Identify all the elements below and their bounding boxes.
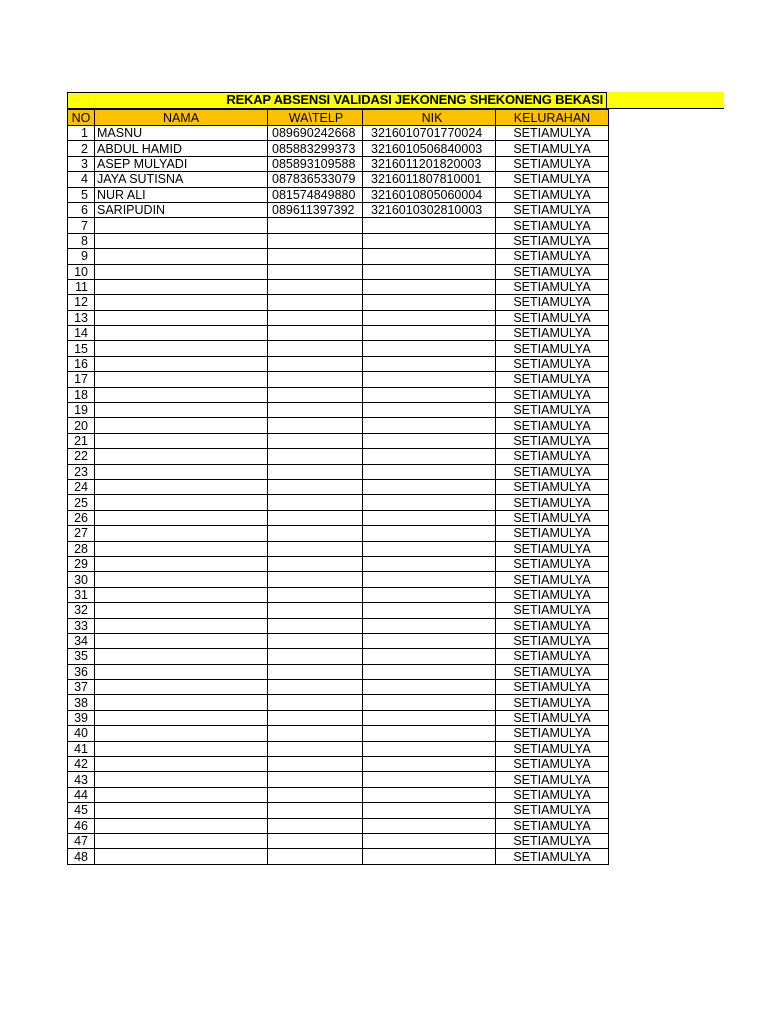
cell-kelurahan: SETIAMULYA <box>496 603 609 618</box>
header-row <box>68 110 609 126</box>
table-row <box>68 726 609 741</box>
cell-wa-telp: 081574849880 <box>268 187 363 202</box>
table-row <box>68 510 609 525</box>
cell-nama <box>95 572 268 587</box>
cell-nama <box>95 449 268 464</box>
cell-no: 4 <box>68 172 95 187</box>
cell-wa-telp: 085883299373 <box>268 141 363 156</box>
cell-kelurahan: SETIAMULYA <box>496 249 609 264</box>
cell-kelurahan: SETIAMULYA <box>496 202 609 217</box>
header-nik: NIK <box>363 110 496 126</box>
cell-wa-telp: 089690242668 <box>268 126 363 141</box>
cell-kelurahan: SETIAMULYA <box>496 387 609 402</box>
cell-nama: ABDUL HAMID <box>95 141 268 156</box>
cell-wa-telp <box>268 403 363 418</box>
table-row <box>68 141 609 156</box>
table-row <box>68 326 609 341</box>
cell-nik <box>363 541 496 556</box>
cell-wa-telp <box>268 418 363 433</box>
cell-wa-telp <box>268 772 363 787</box>
cell-nik <box>363 341 496 356</box>
table-row <box>68 803 609 818</box>
cell-kelurahan: SETIAMULYA <box>496 156 609 171</box>
cell-kelurahan: SETIAMULYA <box>496 510 609 525</box>
cell-nik <box>363 403 496 418</box>
cell-kelurahan: SETIAMULYA <box>496 818 609 833</box>
cell-no: 18 <box>68 387 95 402</box>
cell-wa-telp: 087836533079 <box>268 172 363 187</box>
cell-kelurahan: SETIAMULYA <box>496 541 609 556</box>
cell-nama <box>95 726 268 741</box>
table-row <box>68 556 609 571</box>
cell-wa-telp <box>268 587 363 602</box>
cell-nik <box>363 849 496 864</box>
table-row <box>68 218 609 233</box>
cell-kelurahan: SETIAMULYA <box>496 833 609 848</box>
cell-no: 23 <box>68 464 95 479</box>
cell-nama <box>95 587 268 602</box>
cell-no: 37 <box>68 680 95 695</box>
attendance-table <box>67 109 609 865</box>
cell-kelurahan: SETIAMULYA <box>496 772 609 787</box>
cell-no: 34 <box>68 633 95 648</box>
cell-kelurahan: SETIAMULYA <box>496 741 609 756</box>
cell-nik <box>363 310 496 325</box>
cell-wa-telp <box>268 356 363 371</box>
cell-wa-telp <box>268 264 363 279</box>
cell-wa-telp <box>268 326 363 341</box>
cell-kelurahan: SETIAMULYA <box>496 664 609 679</box>
cell-nik <box>363 279 496 294</box>
cell-kelurahan: SETIAMULYA <box>496 418 609 433</box>
cell-no: 20 <box>68 418 95 433</box>
cell-no: 19 <box>68 403 95 418</box>
cell-kelurahan: SETIAMULYA <box>496 649 609 664</box>
cell-no: 1 <box>68 126 95 141</box>
cell-wa-telp <box>268 803 363 818</box>
cell-wa-telp <box>268 633 363 648</box>
cell-wa-telp <box>268 618 363 633</box>
table-row <box>68 772 609 787</box>
table-row <box>68 787 609 802</box>
cell-nik <box>363 356 496 371</box>
cell-wa-telp <box>268 249 363 264</box>
cell-nik: 3216010302810003 <box>363 202 496 217</box>
table-row <box>68 479 609 494</box>
cell-nama <box>95 218 268 233</box>
table-row <box>68 372 609 387</box>
cell-nama <box>95 403 268 418</box>
table-row <box>68 310 609 325</box>
table-row <box>68 633 609 648</box>
cell-wa-telp <box>268 757 363 772</box>
cell-wa-telp <box>268 279 363 294</box>
table-row <box>68 833 609 848</box>
cell-nama <box>95 818 268 833</box>
cell-nama <box>95 680 268 695</box>
cell-nama <box>95 341 268 356</box>
table-row <box>68 664 609 679</box>
cell-kelurahan: SETIAMULYA <box>496 326 609 341</box>
table-row <box>68 618 609 633</box>
table-row <box>68 649 609 664</box>
cell-kelurahan: SETIAMULYA <box>496 618 609 633</box>
table-row <box>68 356 609 371</box>
cell-wa-telp <box>268 464 363 479</box>
cell-wa-telp <box>268 833 363 848</box>
cell-kelurahan: SETIAMULYA <box>496 757 609 772</box>
cell-nik <box>363 695 496 710</box>
cell-nama <box>95 664 268 679</box>
cell-wa-telp <box>268 818 363 833</box>
table-row <box>68 264 609 279</box>
cell-nama <box>95 249 268 264</box>
cell-wa-telp <box>268 556 363 571</box>
table-row <box>68 433 609 448</box>
table-row <box>68 495 609 510</box>
cell-kelurahan: SETIAMULYA <box>496 126 609 141</box>
sheet-title: REKAP ABSENSI VALIDASI JEKONENG SHEKONENG BEKASI <box>226 92 603 107</box>
cell-nik <box>363 526 496 541</box>
table-row <box>68 464 609 479</box>
cell-nik <box>363 264 496 279</box>
cell-nama <box>95 387 268 402</box>
table-row <box>68 587 609 602</box>
cell-nama <box>95 710 268 725</box>
cell-no: 39 <box>68 710 95 725</box>
cell-kelurahan: SETIAMULYA <box>496 572 609 587</box>
cell-kelurahan: SETIAMULYA <box>496 264 609 279</box>
cell-nama <box>95 541 268 556</box>
table-row <box>68 187 609 202</box>
cell-kelurahan: SETIAMULYA <box>496 172 609 187</box>
cell-nama <box>95 433 268 448</box>
cell-kelurahan: SETIAMULYA <box>496 633 609 648</box>
cell-kelurahan: SETIAMULYA <box>496 187 609 202</box>
cell-nik <box>363 633 496 648</box>
cell-nama <box>95 264 268 279</box>
cell-nik <box>363 618 496 633</box>
cell-wa-telp <box>268 479 363 494</box>
table-row <box>68 526 609 541</box>
cell-kelurahan: SETIAMULYA <box>496 433 609 448</box>
table-row <box>68 126 609 141</box>
cell-nik: 3216010805060004 <box>363 187 496 202</box>
cell-kelurahan: SETIAMULYA <box>496 464 609 479</box>
cell-kelurahan: SETIAMULYA <box>496 141 609 156</box>
cell-no: 31 <box>68 587 95 602</box>
cell-nama <box>95 526 268 541</box>
table-row <box>68 741 609 756</box>
cell-no: 2 <box>68 141 95 156</box>
cell-wa-telp <box>268 233 363 248</box>
cell-wa-telp <box>268 603 363 618</box>
cell-nama <box>95 464 268 479</box>
cell-no: 16 <box>68 356 95 371</box>
cell-nik <box>363 726 496 741</box>
cell-no: 32 <box>68 603 95 618</box>
cell-wa-telp <box>268 310 363 325</box>
header-nama: NAMA <box>95 110 268 126</box>
cell-no: 21 <box>68 433 95 448</box>
cell-wa-telp <box>268 449 363 464</box>
cell-nama: JAYA SUTISNA <box>95 172 268 187</box>
cell-nik <box>363 556 496 571</box>
cell-wa-telp <box>268 849 363 864</box>
cell-nama <box>95 495 268 510</box>
cell-kelurahan: SETIAMULYA <box>496 556 609 571</box>
cell-nik <box>363 680 496 695</box>
cell-kelurahan: SETIAMULYA <box>496 495 609 510</box>
cell-nama <box>95 356 268 371</box>
cell-no: 25 <box>68 495 95 510</box>
cell-kelurahan: SETIAMULYA <box>496 849 609 864</box>
table-row <box>68 572 609 587</box>
cell-nik <box>363 833 496 848</box>
cell-no: 30 <box>68 572 95 587</box>
cell-nik <box>363 479 496 494</box>
cell-nik <box>363 449 496 464</box>
table-row <box>68 710 609 725</box>
table-row <box>68 818 609 833</box>
cell-nik <box>363 233 496 248</box>
attendance-sheet <box>67 92 724 865</box>
cell-no: 33 <box>68 618 95 633</box>
cell-nama <box>95 803 268 818</box>
cell-wa-telp <box>268 433 363 448</box>
cell-no: 46 <box>68 818 95 833</box>
table-row <box>68 695 609 710</box>
cell-kelurahan: SETIAMULYA <box>496 726 609 741</box>
cell-no: 6 <box>68 202 95 217</box>
cell-wa-telp <box>268 541 363 556</box>
cell-nik <box>363 772 496 787</box>
cell-nama <box>95 326 268 341</box>
cell-nama <box>95 310 268 325</box>
cell-kelurahan: SETIAMULYA <box>496 449 609 464</box>
header-wa-telp: WA\TELP <box>268 110 363 126</box>
cell-wa-telp <box>268 295 363 310</box>
cell-nama <box>95 757 268 772</box>
cell-kelurahan: SETIAMULYA <box>496 526 609 541</box>
cell-kelurahan: SETIAMULYA <box>496 218 609 233</box>
cell-nama <box>95 510 268 525</box>
cell-nama <box>95 556 268 571</box>
cell-wa-telp <box>268 572 363 587</box>
table-row <box>68 403 609 418</box>
cell-no: 5 <box>68 187 95 202</box>
cell-nik <box>363 218 496 233</box>
cell-no: 17 <box>68 372 95 387</box>
cell-nik <box>363 464 496 479</box>
header-kelurahan: KELURAHAN <box>496 110 609 126</box>
cell-nama: SARIPUDIN <box>95 202 268 217</box>
cell-wa-telp <box>268 726 363 741</box>
title-row <box>67 92 724 109</box>
cell-no: 15 <box>68 341 95 356</box>
cell-no: 22 <box>68 449 95 464</box>
header-no: NO <box>68 110 95 126</box>
cell-nama <box>95 849 268 864</box>
cell-nama <box>95 479 268 494</box>
cell-nik <box>363 818 496 833</box>
cell-nama <box>95 295 268 310</box>
table-row <box>68 449 609 464</box>
cell-no: 24 <box>68 479 95 494</box>
cell-kelurahan: SETIAMULYA <box>496 356 609 371</box>
cell-wa-telp <box>268 218 363 233</box>
table-row <box>68 680 609 695</box>
cell-kelurahan: SETIAMULYA <box>496 803 609 818</box>
cell-wa-telp: 089611397392 <box>268 202 363 217</box>
cell-nik: 3216011807810001 <box>363 172 496 187</box>
cell-nik <box>363 387 496 402</box>
cell-kelurahan: SETIAMULYA <box>496 403 609 418</box>
cell-no: 45 <box>68 803 95 818</box>
cell-wa-telp <box>268 664 363 679</box>
cell-nama <box>95 833 268 848</box>
cell-no: 14 <box>68 326 95 341</box>
cell-nama <box>95 772 268 787</box>
cell-nama <box>95 787 268 802</box>
cell-wa-telp: 085893109588 <box>268 156 363 171</box>
cell-nik <box>363 649 496 664</box>
cell-no: 27 <box>68 526 95 541</box>
cell-no: 13 <box>68 310 95 325</box>
table-row <box>68 387 609 402</box>
cell-nik <box>363 495 496 510</box>
cell-kelurahan: SETIAMULYA <box>496 680 609 695</box>
cell-kelurahan: SETIAMULYA <box>496 341 609 356</box>
cell-no: 3 <box>68 156 95 171</box>
cell-nik <box>363 603 496 618</box>
cell-no: 43 <box>68 772 95 787</box>
table-row <box>68 156 609 171</box>
cell-no: 28 <box>68 541 95 556</box>
cell-nama: MASNU <box>95 126 268 141</box>
cell-no: 8 <box>68 233 95 248</box>
cell-nama <box>95 233 268 248</box>
cell-no: 26 <box>68 510 95 525</box>
cell-nik <box>363 295 496 310</box>
cell-no: 29 <box>68 556 95 571</box>
table-body <box>68 126 609 865</box>
table-row <box>68 418 609 433</box>
cell-wa-telp <box>268 787 363 802</box>
cell-kelurahan: SETIAMULYA <box>496 710 609 725</box>
cell-nik <box>363 372 496 387</box>
cell-nik <box>363 510 496 525</box>
table-row <box>68 233 609 248</box>
table-row <box>68 849 609 864</box>
cell-no: 47 <box>68 833 95 848</box>
cell-nik <box>363 664 496 679</box>
table-row <box>68 603 609 618</box>
cell-nama: ASEP MULYADI <box>95 156 268 171</box>
table-row <box>68 757 609 772</box>
table-row <box>68 279 609 294</box>
cell-no: 48 <box>68 849 95 864</box>
cell-nik <box>363 572 496 587</box>
cell-wa-telp <box>268 495 363 510</box>
cell-wa-telp <box>268 680 363 695</box>
table-row <box>68 341 609 356</box>
cell-wa-telp <box>268 510 363 525</box>
cell-nama <box>95 649 268 664</box>
cell-kelurahan: SETIAMULYA <box>496 233 609 248</box>
cell-nama <box>95 741 268 756</box>
cell-wa-telp <box>268 341 363 356</box>
cell-kelurahan: SETIAMULYA <box>496 587 609 602</box>
cell-wa-telp <box>268 526 363 541</box>
table-row <box>68 541 609 556</box>
table-row <box>68 202 609 217</box>
cell-kelurahan: SETIAMULYA <box>496 695 609 710</box>
cell-nik <box>363 326 496 341</box>
cell-kelurahan: SETIAMULYA <box>496 787 609 802</box>
cell-no: 38 <box>68 695 95 710</box>
cell-no: 42 <box>68 757 95 772</box>
cell-kelurahan: SETIAMULYA <box>496 295 609 310</box>
cell-nama <box>95 279 268 294</box>
cell-no: 9 <box>68 249 95 264</box>
cell-nik <box>363 710 496 725</box>
cell-nik <box>363 787 496 802</box>
cell-nama <box>95 618 268 633</box>
cell-nik <box>363 741 496 756</box>
cell-nik <box>363 757 496 772</box>
cell-wa-telp <box>268 710 363 725</box>
cell-no: 41 <box>68 741 95 756</box>
cell-no: 11 <box>68 279 95 294</box>
cell-nama: NUR ALI <box>95 187 268 202</box>
cell-wa-telp <box>268 695 363 710</box>
cell-nik: 3216010506840003 <box>363 141 496 156</box>
cell-wa-telp <box>268 741 363 756</box>
cell-nik <box>363 418 496 433</box>
cell-wa-telp <box>268 387 363 402</box>
cell-no: 12 <box>68 295 95 310</box>
cell-nik <box>363 587 496 602</box>
table-row <box>68 172 609 187</box>
cell-no: 44 <box>68 787 95 802</box>
cell-nik: 3216011201820003 <box>363 156 496 171</box>
cell-nik <box>363 249 496 264</box>
cell-nama <box>95 695 268 710</box>
cell-nama <box>95 418 268 433</box>
cell-nama <box>95 633 268 648</box>
cell-kelurahan: SETIAMULYA <box>496 479 609 494</box>
cell-no: 40 <box>68 726 95 741</box>
cell-no: 35 <box>68 649 95 664</box>
table-row <box>68 249 609 264</box>
cell-no: 7 <box>68 218 95 233</box>
cell-nama <box>95 603 268 618</box>
cell-no: 10 <box>68 264 95 279</box>
cell-nama <box>95 372 268 387</box>
cell-kelurahan: SETIAMULYA <box>496 279 609 294</box>
cell-wa-telp <box>268 649 363 664</box>
cell-no: 36 <box>68 664 95 679</box>
cell-kelurahan: SETIAMULYA <box>496 372 609 387</box>
table-row <box>68 295 609 310</box>
cell-nik <box>363 803 496 818</box>
cell-wa-telp <box>268 372 363 387</box>
cell-kelurahan: SETIAMULYA <box>496 310 609 325</box>
cell-nik <box>363 433 496 448</box>
cell-nik: 3216010701770024 <box>363 126 496 141</box>
